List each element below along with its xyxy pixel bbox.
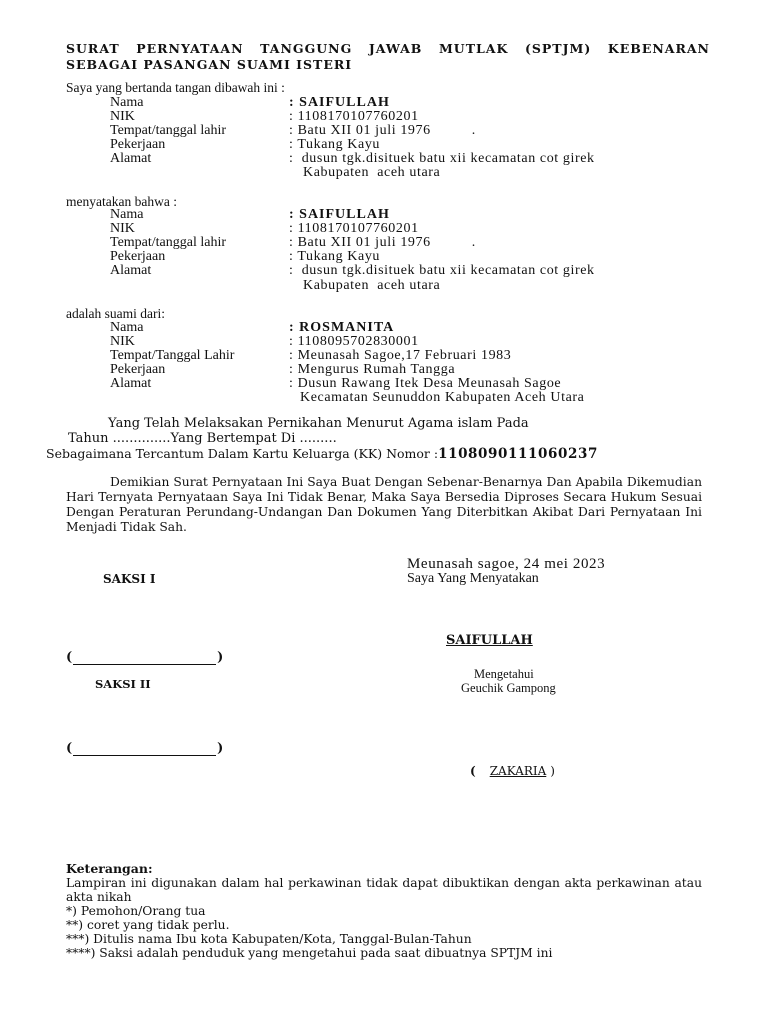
notes-line-1: *) Pemohon/Orang tua [66,904,206,918]
husband-job-label: Pekerjaan [110,249,166,264]
declarant-nik-label: NIK [110,109,135,124]
marriage-line2: Tahun ..............Yang Bertempat Di ......... [68,431,337,446]
wife-nik-label: NIK [110,334,135,349]
declarant-birth-label: Tempat/tanggal lahir [110,123,227,138]
wife-nik-value: : 1108095702830001 [289,334,419,349]
witness2-underline [73,755,216,756]
wife-birth-label: Tempat/Tanggal Lahir [110,348,235,363]
wife-address-value: : Dusun Rawang Itek Desa Meunasah Sagoe [289,376,562,391]
notes-line-4: ****) Saksi adalah penduduk yang mengetahui pada saat dibuatnya SPTJM ini [66,946,553,960]
witness1-paren-close: ) [217,650,224,665]
witness1-signature-line [66,650,223,665]
husband-name-value: : SAIFULLAH [289,207,390,222]
declarant-name-label: Nama [110,95,144,110]
witness2-signature-line [66,741,223,756]
declarant-address-line2: Kabupaten aceh utara [303,165,441,180]
intro-text: Saya yang bertanda tangan dibawah ini : [66,80,285,95]
husband-job-value: : Tukang Kayu [289,249,381,264]
husband-nik-value: : 1108170107760201 [289,221,419,236]
witness1-label: SAKSI I [103,572,156,586]
declarant-job-value: : Tukang Kayu [289,137,381,152]
witness2-paren-close: ) [217,741,224,756]
husband-birth-label: Tempat/tanggal lahir [110,235,227,250]
states-label: menyatakan bahwa : [66,194,177,209]
village-head-signature [470,764,555,778]
marriage-line1: Yang Telah Melaksakan Pernikahan Menurut Agama islam Pada [108,416,529,431]
declarant-name-value: : SAIFULLAH [289,95,390,110]
village-head-paren-close: ) [550,764,555,778]
notes-line-2: **) coret yang tidak perlu. [66,918,230,932]
husband-nik-label: NIK [110,221,135,236]
statement-paragraph [66,475,702,535]
wife-name-value: : ROSMANITA [289,320,395,335]
notes-heading: Keterangan: [66,861,153,876]
place-date: Meunasah sagoe, 24 mei 2023 [407,556,606,572]
declarer-label: Saya Yang Menyatakan [407,571,539,586]
kk-label: Sebagaimana Tercantum Dalam Kartu Keluarga (KK) Nomor : [46,446,439,461]
statement-text: Demikian Surat Pernyataan Ini Saya Buat Dengan Sebenar-Benarnya Dan Apabila Dikemudian Hari Ternyata Pernyataan Saya Ini Tidak Benar, Maka Saya Bersedia Diproses Secara Hukum Sesuai Dengan Peraturan Perundang-Undangan Dan Dokumen Yang Diterbitkan Akibat Dari Pernyataan Ini Menjadi Tidak Sah. [66,475,702,534]
declarant-address-label: Alamat [110,151,152,166]
husband-address-value: : dusun tgk.disituek batu xii kecamatan cot girek [289,263,595,278]
village-head-name: ZAKARIA [489,764,547,778]
witness1-paren-open: ( [66,650,73,665]
kk-number: 1108090111060237 [438,446,598,462]
husband-address-line2: Kabupaten aceh utara [303,278,441,293]
declarer-name: SAIFULLAH [446,633,533,648]
document-title: SURAT PERNYATAAN TANGGUNG JAWAB MUTLAK (SPTJM) KEBENARAN SEBAGAI PASANGAN SUAMI ISTERI [66,41,710,72]
husband-name-label: Nama [110,207,144,222]
kk-line [46,446,598,462]
witness2-paren-open: ( [66,741,73,756]
wife-job-value: : Mengurus Rumah Tangga [289,362,456,377]
wife-address-line2: Kecamatan Seunuddon Kabupaten Aceh Utara [300,390,585,405]
declarant-birth-value: : Batu XII 01 juli 1976 . [289,123,476,138]
witness2-label: SAKSI II [95,677,151,691]
witness1-underline [73,664,216,665]
declarant-address-value: : dusun tgk.disituek batu xii kecamatan cot girek [289,151,595,166]
wife-job-label: Pekerjaan [110,362,166,377]
wife-address-label: Alamat [110,376,152,391]
acknowledged-label: Mengetahui [474,667,534,681]
village-head-title: Geuchik Gampong [461,681,556,695]
declarant-job-label: Pekerjaan [110,137,166,152]
husband-of-label: adalah suami dari: [66,306,165,321]
wife-birth-value: : Meunasah Sagoe,17 Februari 1983 [289,348,512,363]
village-head-paren-open: ( [470,764,476,778]
wife-name-label: Nama [110,320,144,335]
notes-line-3: ***) Ditulis nama Ibu kota Kabupaten/Kota, Tanggal-Bulan-Tahun [66,932,472,946]
husband-address-label: Alamat [110,263,152,278]
husband-birth-value: : Batu XII 01 juli 1976 . [289,235,476,250]
declarant-nik-value: : 1108170107760201 [289,109,419,124]
notes-line-0: Lampiran ini digunakan dalam hal perkawinan tidak dapat dibuktikan dengan akta perkawinan atau akta nikah [66,876,702,904]
